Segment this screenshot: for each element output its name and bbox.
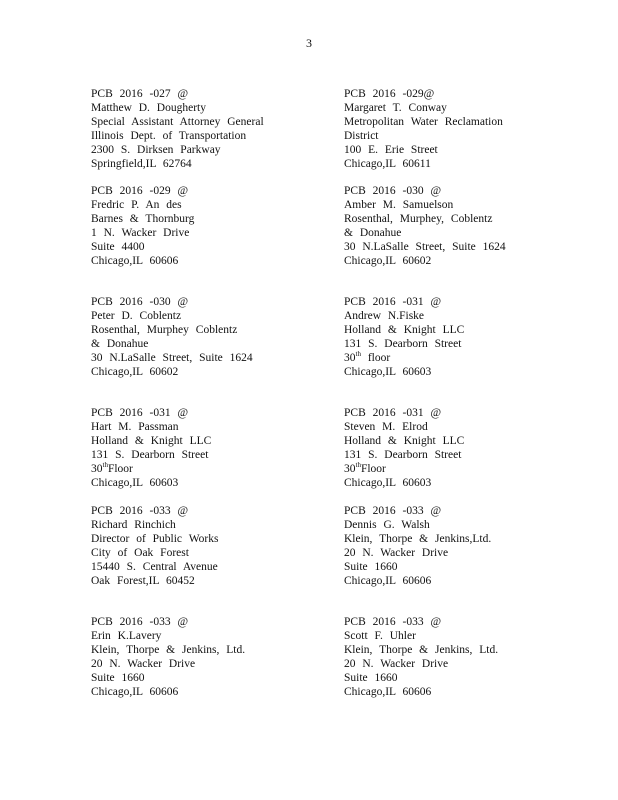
entry-line-city-state-zip: Chicago,IL 60603 bbox=[344, 365, 432, 378]
entry-line-case-number: PCB 2016 -031 @ bbox=[344, 407, 442, 419]
entry-line-case-number: PCB 2016 -031 @ bbox=[344, 296, 442, 308]
entry-line-organization-line: Holland & Knight LLC bbox=[344, 323, 465, 336]
entry-line-person-name: Hart M. Passman bbox=[91, 420, 179, 433]
entry-line-person-name: Peter D. Coblentz bbox=[91, 309, 182, 322]
entry-line-person-name: Fredric P. An des bbox=[91, 198, 182, 211]
entry-line-case-number: PCB 2016 -033 @ bbox=[344, 616, 442, 628]
service-entry bbox=[91, 296, 261, 379]
entry-line-address-line-1: 131 S. Dearborn Street bbox=[91, 448, 209, 461]
entry-line-case-number: PCB 2016 -030 @ bbox=[91, 296, 189, 308]
entry-line-address-line-2: 30thFloor bbox=[344, 460, 386, 475]
entry-line-case-number: PCB 2016 -029 @ bbox=[91, 185, 189, 197]
entry-line-organization-line: Klein, Thorpe & Jenkins, Ltd. bbox=[91, 643, 246, 656]
entry-line-address-line-2: Suite 4400 bbox=[91, 240, 145, 253]
entry-line-person-name: Margaret T. Conway bbox=[344, 101, 447, 114]
entry-line-case-number: PCB 2016 -030 @ bbox=[344, 185, 442, 197]
service-entry bbox=[91, 505, 261, 588]
entry-line-case-number: PCB 2016 -029@ bbox=[344, 88, 435, 100]
entry-line-person-name: Erin K.Lavery bbox=[91, 629, 162, 642]
service-entry bbox=[344, 407, 492, 490]
entry-line-case-number: PCB 2016 -033 @ bbox=[91, 505, 189, 517]
entry-line-city-state-zip: Chicago,IL 60606 bbox=[344, 685, 432, 698]
entry-line-organization-line: Holland & Knight LLC bbox=[91, 434, 212, 447]
ordinal-suffix: th bbox=[355, 349, 361, 358]
entry-line-case-number: PCB 2016 -027 @ bbox=[91, 88, 189, 100]
entry-line-address-line-2: Suite 1660 bbox=[91, 671, 145, 684]
entry-line-city-state-zip: Chicago,IL 60606 bbox=[91, 254, 179, 267]
entry-line-organization-line: Director of Public Works bbox=[91, 532, 219, 545]
entry-line-person-name: Amber M. Samuelson bbox=[344, 198, 454, 211]
service-entry bbox=[91, 407, 261, 490]
service-entry bbox=[344, 616, 499, 699]
entry-line-city-state-zip: Chicago,IL 60602 bbox=[344, 254, 432, 267]
entry-line-address-line-2: 100 E. Erie Street bbox=[344, 143, 438, 156]
entry-line-organization-line: Rosenthal, Murphey Coblentz bbox=[91, 323, 238, 336]
entry-line-city-state-zip: Oak Forest,IL 60452 bbox=[91, 574, 195, 587]
entry-line-person-name: Richard Rinchich bbox=[91, 518, 176, 531]
entry-line-organization-line: Klein, Thorpe & Jenkins,Ltd. bbox=[344, 532, 492, 545]
entry-line-organization-line: Metropolitan Water Reclamation bbox=[344, 115, 503, 128]
entry-line-city-state-zip: Springfield,IL 62764 bbox=[91, 157, 192, 170]
service-entry bbox=[344, 88, 503, 171]
entry-line-address-line-2: 15440 S. Central Avenue bbox=[91, 560, 218, 573]
entry-line-address-line-1: 131 S. Dearborn Street bbox=[344, 448, 462, 461]
service-entry bbox=[344, 185, 506, 268]
entry-line-person-name: Matthew D. Dougherty bbox=[91, 101, 206, 114]
entry-line-organization-line: Special Assistant Attorney General bbox=[91, 115, 264, 128]
entry-line-organization-line: Klein, Thorpe & Jenkins, Ltd. bbox=[344, 643, 499, 656]
entry-line-address-line-1: & Donahue bbox=[91, 337, 149, 350]
entry-line-address-line-2: Suite 1660 bbox=[344, 560, 398, 573]
service-entry bbox=[344, 505, 492, 588]
entry-line-organization-line: Rosenthal, Murphey, Coblentz bbox=[344, 212, 493, 225]
entry-line-city-state-zip: Chicago,IL 60603 bbox=[344, 476, 432, 489]
entry-line-city-state-zip: Chicago,IL 60602 bbox=[91, 365, 179, 378]
entry-line-address-line-1: 20 N. Wacker Drive bbox=[344, 546, 449, 559]
entry-line-city-state-zip: Chicago,IL 60603 bbox=[91, 476, 179, 489]
entry-line-city-state-zip: Chicago,IL 60611 bbox=[344, 157, 431, 170]
ordinal-suffix: th bbox=[102, 460, 108, 469]
entry-line-address-line-2: Suite 1660 bbox=[344, 671, 398, 684]
entry-line-city-state-zip: Chicago,IL 60606 bbox=[91, 685, 179, 698]
entry-line-person-name: Scott F. Uhler bbox=[344, 629, 416, 642]
entry-line-address-line-2: 2300 S. Dirksen Parkway bbox=[91, 143, 221, 156]
entry-line-address-line-2: 30 N.LaSalle Street, Suite 1624 bbox=[91, 351, 253, 364]
entry-line-address-line-1: City of Oak Forest bbox=[91, 546, 189, 559]
entry-line-address-line-2: 30th floor bbox=[344, 349, 391, 364]
entry-line-address-line-1: & Donahue bbox=[344, 226, 402, 239]
entry-line-person-name: Steven M. Elrod bbox=[344, 420, 428, 433]
entry-line-address-line-1: 20 N. Wacker Drive bbox=[91, 657, 196, 670]
entry-line-address-line-1: Illinois Dept. of Transportation bbox=[91, 129, 247, 142]
entry-line-person-name: Dennis G. Walsh bbox=[344, 518, 430, 531]
service-entry bbox=[91, 88, 264, 171]
entry-line-person-name: Andrew N.Fiske bbox=[344, 309, 425, 322]
entry-line-address-line-1: 20 N. Wacker Drive bbox=[344, 657, 449, 670]
entry-line-address-line-1: District bbox=[344, 129, 379, 142]
entry-line-address-line-1: 131 S. Dearborn Street bbox=[344, 337, 462, 350]
entry-line-city-state-zip: Chicago,IL 60606 bbox=[344, 574, 432, 587]
entry-line-address-line-2: 30 N.LaSalle Street, Suite 1624 bbox=[344, 240, 506, 253]
entry-line-address-line-1: 1 N. Wacker Drive bbox=[91, 226, 190, 239]
entry-line-organization-line: Barnes & Thornburg bbox=[91, 212, 195, 225]
entry-line-case-number: PCB 2016 -033 @ bbox=[91, 616, 189, 628]
ordinal-suffix: th bbox=[355, 460, 361, 469]
page-number: 3 bbox=[306, 36, 312, 50]
service-entry bbox=[91, 616, 261, 699]
entry-line-case-number: PCB 2016 -031 @ bbox=[91, 407, 189, 419]
service-entry bbox=[91, 185, 261, 268]
service-entry bbox=[344, 296, 492, 379]
entry-line-case-number: PCB 2016 -033 @ bbox=[344, 505, 442, 517]
entry-line-address-line-2: 30thFloor bbox=[91, 460, 133, 475]
entry-line-organization-line: Holland & Knight LLC bbox=[344, 434, 465, 447]
